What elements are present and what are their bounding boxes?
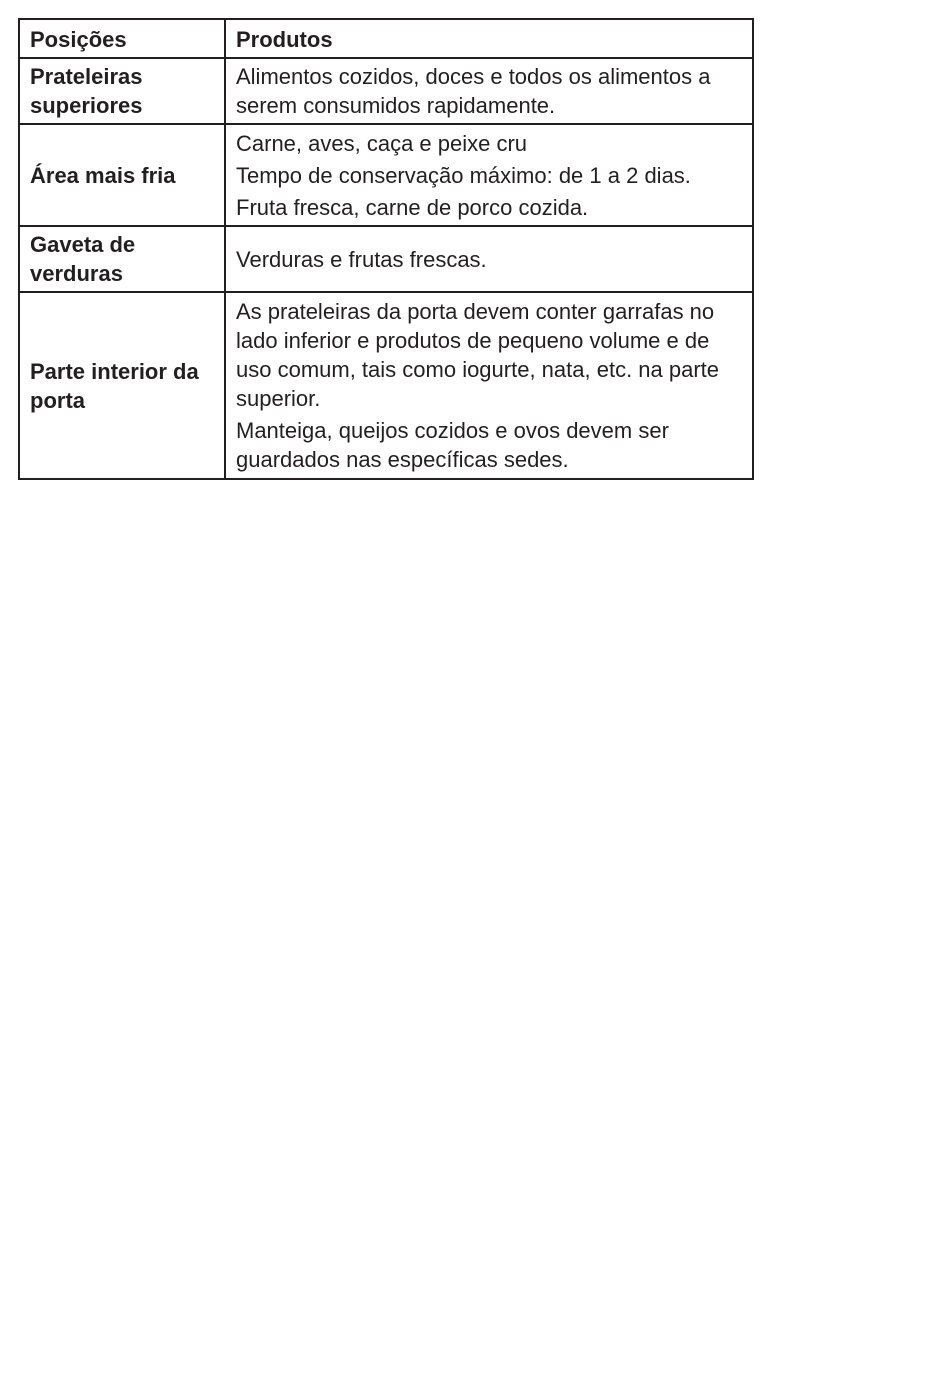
position-cell: Parte interior da porta [19,292,225,479]
position-cell: Prateleiras superiores [19,58,225,124]
header-positions: Posições [19,19,225,58]
products-text: Alimentos cozidos, doces e todos os alimentos a serem consumidos rapidamente. [236,64,711,118]
table-row [19,292,753,479]
products-text: Carne, aves, caça e peixe cru [236,130,528,156]
products-cell [225,58,753,124]
header-products: Produtos [225,19,753,58]
products-text: Fruta fresca, carne de porco cozida. [236,194,589,220]
products-text: As prateleiras da porta devem conter garrafas no lado inferior e produtos de pequeno volume e de uso comum, tais como iogurte, nata, etc. na parte superior. [236,299,720,411]
products-cell [225,124,753,226]
position-cell: Gaveta de verduras [19,226,225,292]
table-row [19,58,753,124]
storage-table [18,18,754,480]
products-text: Manteiga, queijos cozidos e ovos devem ser guardados nas específicas sedes. [236,418,669,472]
table-row [19,226,753,292]
products-text: Verduras e frutas frescas. [236,246,487,272]
position-cell: Área mais fria [19,124,225,226]
products-cell [225,226,753,292]
table-row [19,124,753,226]
products-cell [225,292,753,479]
table-header-row [19,19,753,58]
products-text: Tempo de conservação máximo: de 1 a 2 dias. [236,162,691,188]
